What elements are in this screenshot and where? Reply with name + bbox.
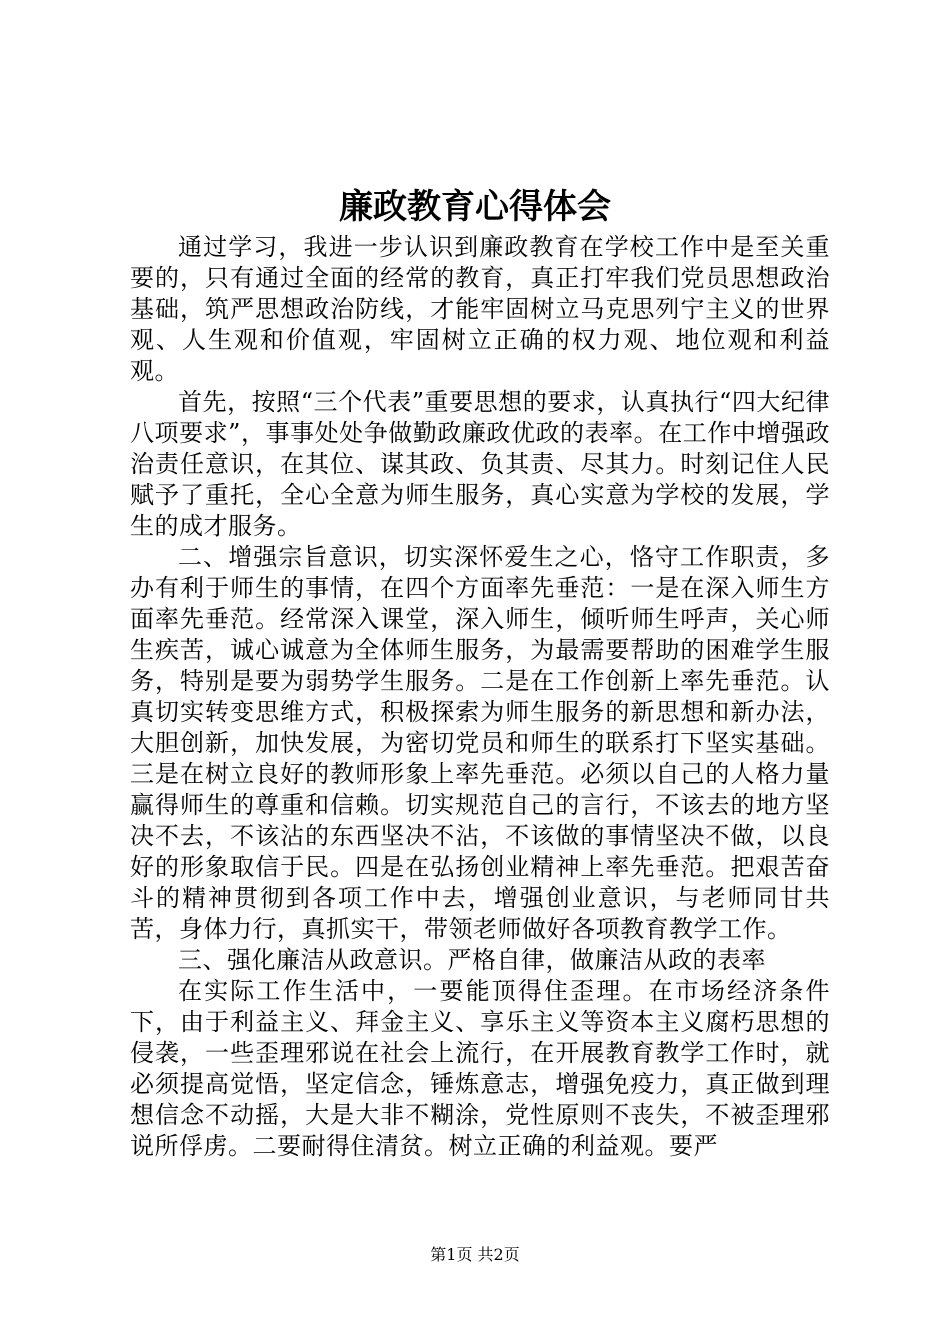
paragraph-intro: 通过学习，我进一步认识到廉政教育在学校工作中是至关重要的，只有通过全面的经常的教育，真正打牢我们党员思想政治基础，筑严思想政治防线，才能牢固树立马克思列宁主义的世界观、人生观和价值观，牢固树立正确的权力观、地位观和利益观。	[130, 233, 830, 385]
document-body	[130, 232, 830, 1162]
paragraph-third-body: 在实际工作生活中，一要能顶得住歪理。在市场经济条件下，由于利益主义、拜金主义、享乐主义等资本主义腐朽思想的侵袭，一些歪理邪说在社会上流行，在开展教育教学工作时，就必须提高觉悟，坚定信念，锤炼意志，增强免疫力，真正做到理想信念不动摇，大是大非不糊涂，党性原则不丧失，不被歪理邪说所俘虏。二要耐得住清贫。树立正确的利益观。要严	[130, 977, 830, 1160]
page-title: 廉政教育心得体会	[339, 187, 611, 227]
paragraph-second: 二、增强宗旨意识，切实深怀爱生之心，恪守工作职责，多办有利于师生的事情，在四个方面率先垂范：一是在深入师生方面率先垂范。经常深入课堂，深入师生，倾听师生呼声，关心师生疾苦，诚心诚意为全体师生服务，为最需要帮助的困难学生服务，特别是要为弱势学生服务。二是在工作创新上率先垂范。认真切实转变思维方式，积极探索为师生服务的新思想和新办法，大胆创新，加快发展，为密切党员和师生的联系打下坚实基础。三是在树立良好的教师形象上率先垂范。必须以自己的人格力量赢得师生的尊重和信赖。切实规范自己的言行，不该去的地方坚决不去，不该沾的东西坚决不沾，不该做的事情坚决不做，以良好的形象取信于民。四是在弘扬创业精神上率先垂范。把艰苦奋斗的精神贯彻到各项工作中去，增强创业意识，与老师同甘共苦，身体力行，真抓实干，带领老师做好各项教育教学工作。	[130, 543, 830, 943]
page-footer: 第1页 共2页	[430, 1245, 520, 1264]
paragraph-third-heading: 三、强化廉洁从政意识。严格自律，做廉洁从政的表率	[178, 946, 766, 974]
paragraph-first: 首先，按照“三个代表”重要思想的要求，认真执行“四大纪律八项要求”，事事处处争做勤政廉政优政的表率。在工作中增强政治责任意识，在其位、谋其政、负其责、尽其力。时刻记住人民赋予了重托，全心全意为师生服务，真心实意为学校的发展，学生的成才服务。	[130, 388, 830, 540]
